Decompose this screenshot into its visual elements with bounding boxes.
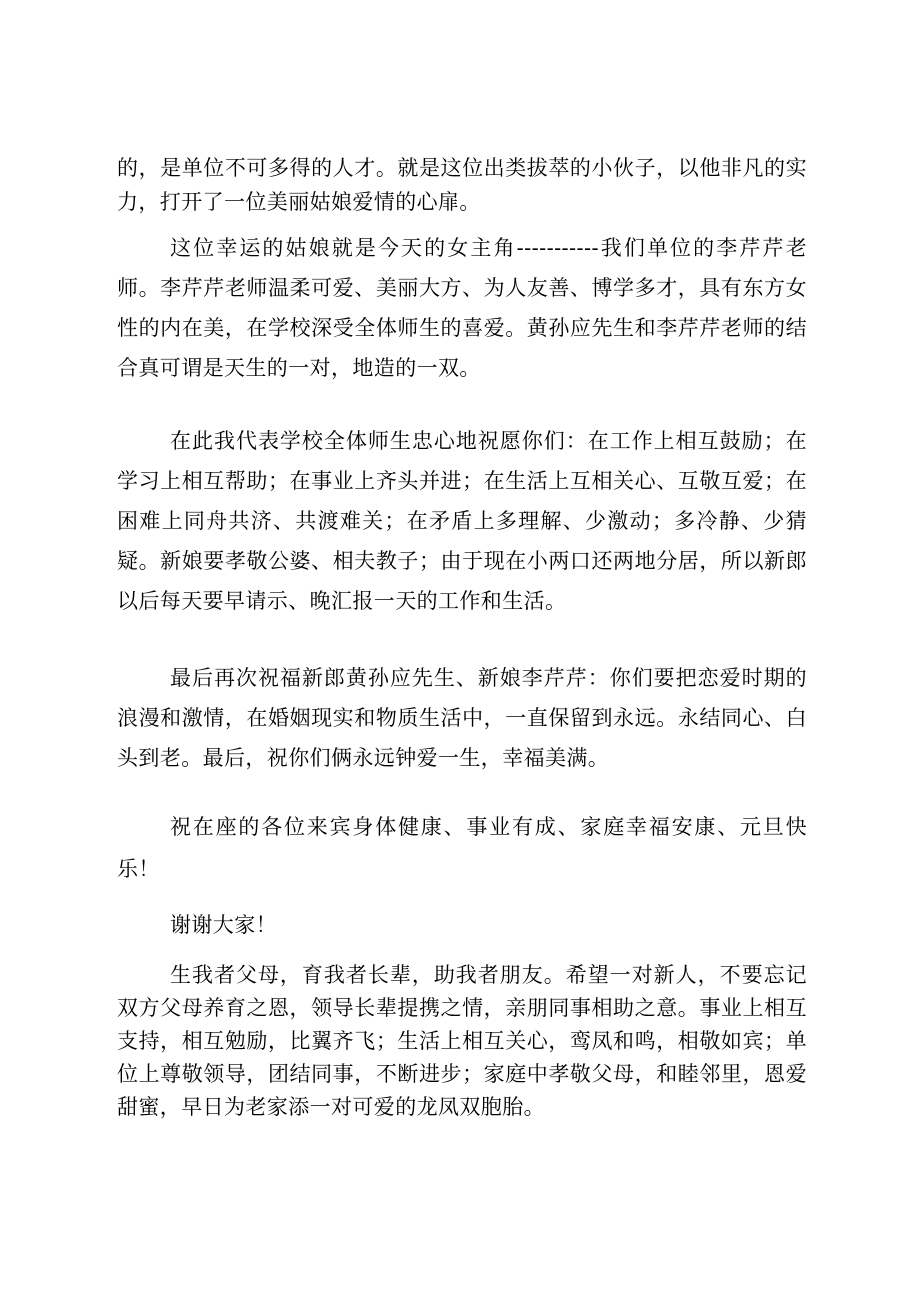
paragraph-school-wishes: 在此我代表学校全体师生忠心地祝愿你们：在工作上相互鼓励；在学习上相互帮助；在事业上齐头并进；在生活上互相关心、互敬互爱；在困难上同舟共济、共渡难关；在矛盾上多理解、少激动；多冷静、少猜疑。新娘要孝敬公婆、相夫教子；由于现在小两口还两地分居，所以新郎以后每天要早请示、晚汇报一天的工作和生活。 <box>117 429 807 613</box>
paragraph-thanks: 谢谢大家！ <box>170 913 277 937</box>
paragraph-groom-intro: 的，是单位不可多得的人才。就是这位出类拔萃的小伙子，以他非凡的实力，打开了一位美丽姑娘爱情的心扉。 <box>117 156 807 214</box>
paragraph-final-blessing: 最后再次祝福新郎黄孙应先生、新娘李芹芹：你们要把恋爱时期的浪漫和激情，在婚姻现实和物质生活中，一直保留到永远。永结同心、白头到老。最后，祝你们俩永远钟爱一生，幸福美满。 <box>117 666 807 770</box>
paragraph-closing-hopes: 生我者父母，育我者长辈，助我者朋友。希望一对新人，不要忘记双方父母养育之恩，领导长辈提携之情，亲朋同事相助之意。事业上相互支持，相互勉励，比翼齐飞；生活上相互关心，鸾凤和鸣，相敬如宾；单位上尊敬领导，团结同事，不断进步；家庭中孝敬父母，和睦邻里，恩爱甜蜜，早日为老家添一对可爱的龙凤双胞胎。 <box>117 963 807 1119</box>
paragraph-guest-wishes: 祝在座的各位来宾身体健康、事业有成、家庭幸福安康、元旦快乐！ <box>117 815 807 881</box>
paragraph-bride-intro: 这位幸运的姑娘就是今天的女主角-----------我们单位的李芹芹老师。李芹芹老师温柔可爱、美丽大方、为人友善、博学多才，具有东方女性的内在美，在学校深受全体师生的喜爱。黄孙应先生和李芹芹老师的结合真可谓是天生的一对，地造的一双。 <box>117 236 807 380</box>
